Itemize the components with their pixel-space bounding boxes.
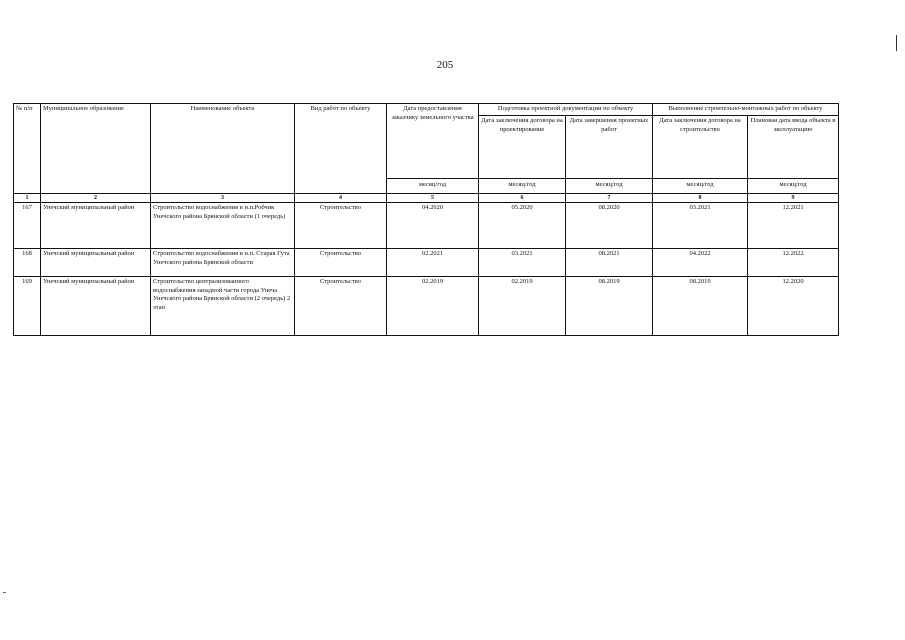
row-design-contract-date: 02.2019 bbox=[479, 276, 566, 335]
unit-label: месяц/год bbox=[387, 178, 479, 193]
row-design-end-date: 08.2019 bbox=[566, 276, 653, 335]
scan-speck bbox=[3, 592, 6, 593]
column-number: 7 bbox=[566, 193, 653, 202]
row-land-date: 02.2019 bbox=[387, 276, 479, 335]
header-number: № п/п bbox=[14, 104, 41, 194]
header-row bbox=[14, 104, 839, 116]
table-row bbox=[14, 276, 839, 335]
column-number: 4 bbox=[295, 193, 387, 202]
row-commission-date: 12.2020 bbox=[748, 276, 839, 335]
page-number: 205 bbox=[436, 59, 454, 71]
unit-label: месяц/год bbox=[653, 178, 748, 193]
header-design-group: Подготовка проектной документации по объекту bbox=[479, 104, 653, 116]
header-build-contract-date: Дата заключения договора на строительство bbox=[653, 115, 748, 178]
header-commission-date: Плановая дата ввода объекта в эксплуатацию bbox=[748, 115, 839, 178]
row-number: 168 bbox=[14, 248, 41, 276]
row-number: 167 bbox=[14, 202, 41, 248]
column-number: 6 bbox=[479, 193, 566, 202]
header-design-contract-date: Дата заключения договора на проектирование bbox=[479, 115, 566, 178]
header-land-date: Дата предоставления заказчику земельного участка bbox=[387, 104, 479, 179]
objects-table bbox=[13, 103, 839, 336]
row-design-end-date: 08.2020 bbox=[566, 202, 653, 248]
row-object-name: Строительство централизованного водоснабжения западной части города Унеча Унечского района Брянской области (2 очередь) 2 этап bbox=[151, 276, 295, 335]
row-commission-date: 12.2021 bbox=[748, 202, 839, 248]
row-land-date: 04.2020 bbox=[387, 202, 479, 248]
header-municipality: Муниципальное образование bbox=[41, 104, 151, 194]
row-design-contract-date: 03.2021 bbox=[479, 248, 566, 276]
row-land-date: 02.2021 bbox=[387, 248, 479, 276]
header-object-name: Наименование объекта bbox=[151, 104, 295, 194]
column-number: 1 bbox=[14, 193, 41, 202]
unit-label: месяц/год bbox=[748, 178, 839, 193]
table-row bbox=[14, 248, 839, 276]
scan-edge-mark bbox=[896, 35, 897, 51]
unit-label: месяц/год bbox=[479, 178, 566, 193]
row-build-contract-date: 03.2021 bbox=[653, 202, 748, 248]
table-row bbox=[14, 202, 839, 248]
row-build-contract-date: 08.2019 bbox=[653, 276, 748, 335]
header-construction-group: Выполнение строительно-монтажных работ по объекту bbox=[653, 104, 839, 116]
row-work-type: Строительство bbox=[295, 276, 387, 335]
row-design-end-date: 08.2021 bbox=[566, 248, 653, 276]
row-object-name: Строительство водоснабжения в н.п. Старая Гута Унечского района Брянской области bbox=[151, 248, 295, 276]
row-object-name: Строительство водоснабжения в н.п.Робчик Унечского района Брянской области (1 очередь) bbox=[151, 202, 295, 248]
column-number: 8 bbox=[653, 193, 748, 202]
row-build-contract-date: 04.2022 bbox=[653, 248, 748, 276]
row-municipality: Унечский муниципальный район bbox=[41, 202, 151, 248]
column-number: 3 bbox=[151, 193, 295, 202]
header-work-type: Вид работ по объекту bbox=[295, 104, 387, 194]
unit-label: месяц/год bbox=[566, 178, 653, 193]
column-number: 9 bbox=[748, 193, 839, 202]
row-work-type: Строительство bbox=[295, 202, 387, 248]
row-municipality: Унечский муниципальный район bbox=[41, 276, 151, 335]
row-number: 169 bbox=[14, 276, 41, 335]
row-municipality: Унечский муниципальный район bbox=[41, 248, 151, 276]
row-commission-date: 12.2022 bbox=[748, 248, 839, 276]
column-number: 2 bbox=[41, 193, 151, 202]
row-work-type: Строительство bbox=[295, 248, 387, 276]
header-design-end-date: Дата завершения проектных работ bbox=[566, 115, 653, 178]
row-design-contract-date: 05.2020 bbox=[479, 202, 566, 248]
column-numbers-row bbox=[14, 193, 839, 202]
column-number: 5 bbox=[387, 193, 479, 202]
